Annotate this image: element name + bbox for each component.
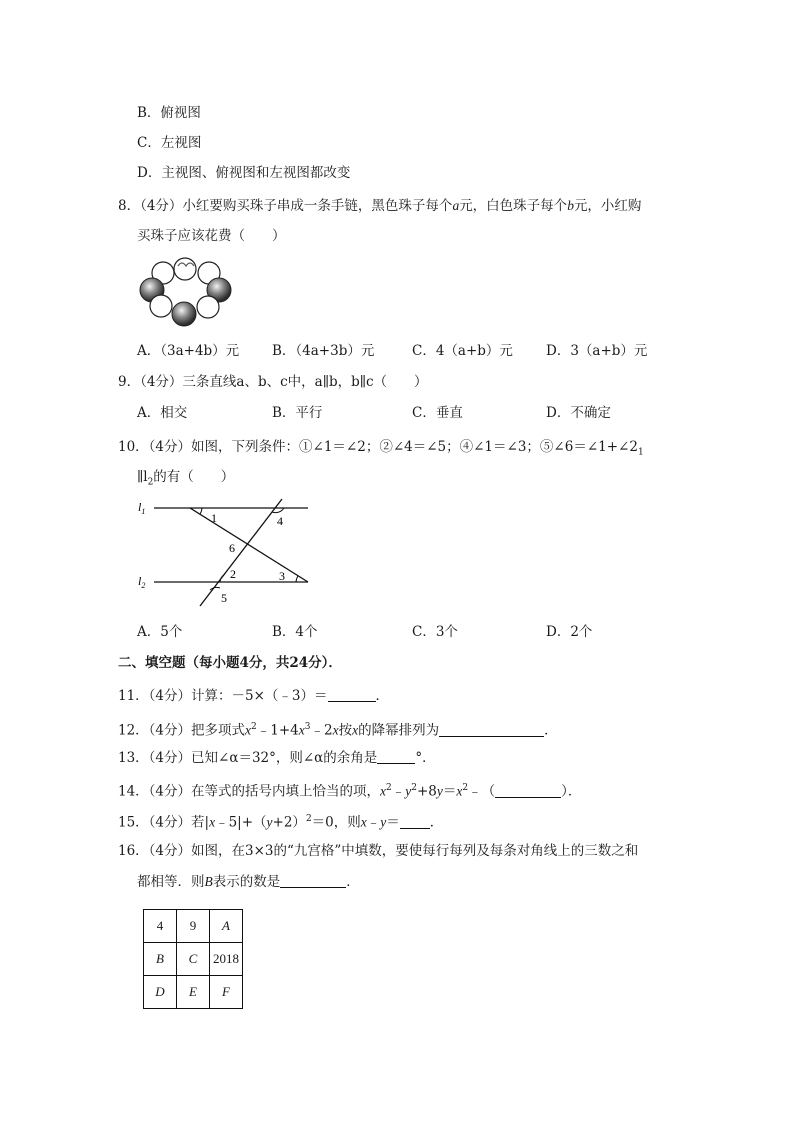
q8-option-c: C．4（a+b）元 [412,343,513,359]
grid-cell: 9 [177,910,210,943]
white-bead [197,296,219,318]
q10-stem-line2: $\parallel l_2$的有（ ） [137,469,235,488]
q8-stem-line1: 8．（4分）小红要购买珠子串成一条手链，黑色珠子每个a元，白色珠子每个b元，小红购 [118,198,642,214]
label-angle-1: 1 [211,511,217,525]
label-angle-4: 4 [277,514,283,528]
q8-stem-line2: 买珠子应该花费（ ） [137,228,286,244]
q15: 15．（4分）若$|x﹣5|+(y+2)^2=0$，则x﹣y＝ ． [118,814,444,831]
transversal-1 [190,508,308,582]
white-bead [150,295,172,317]
label-l1: $l_1$ [138,500,146,516]
q9-option-c: C．垂直 [412,405,463,421]
label-angle-2: 2 [230,567,236,581]
label-angle-3: 3 [279,569,285,583]
q8-option-b: B．（4a+3b）元 [272,343,375,359]
q10-option-a: A．5个 [137,624,183,640]
grid-cell: 4 [144,910,177,943]
q10-option-b: B．4个 [272,624,318,640]
q10-option-d: D．2个 [546,624,593,640]
answer-blank[interactable] [439,722,544,737]
q8-option-a: A．（3a+4b）元 [137,343,240,359]
q16-stem-line2: 都相等．则B表示的数是 ． [137,874,360,890]
answer-blank[interactable] [495,783,561,798]
q7-option-b: B．俯视图 [137,105,201,121]
grid-cell: D [144,976,177,1009]
q9-stem: 9．（4分）三条直线a、b、c中，a∥b，b∥c（ ） [118,374,428,390]
section-fill-in-heading: 二、填空题（每小题4分，共24分）． [118,655,342,671]
q9-option-d: D．不确定 [546,405,611,421]
q11: 11．（4分）计算：－5×（﹣3）＝ ． [118,688,390,704]
parallel-lines-figure [134,494,314,610]
q13: 13．（4分）已知∠α＝32°，则∠α的余角是 °． [118,750,436,766]
grid-cell: 2018 [210,943,243,976]
q9-option-a: A．相交 [137,405,188,421]
q12: 12．（4分）把多项式$x^2﹣1+4x^3﹣2x$按x的降幂排列为 ． [118,722,558,739]
q7-option-c: C．左视图 [137,135,202,151]
answer-blank[interactable] [328,687,376,702]
q9-option-b: B．平行 [272,405,323,421]
grid-cell: E [177,976,210,1009]
grid-cell: B [144,943,177,976]
black-bead [172,302,196,326]
grid-cell: F [210,976,243,1009]
angle-arc-1 [200,508,202,514]
bracelet-figure [138,256,238,328]
grid-cell: A [210,910,243,943]
grid-cell: C [177,943,210,976]
label-angle-6: 6 [229,541,235,555]
angle-arc-5 [210,587,220,590]
angle-arc-3 [296,576,298,582]
q14: 14．（4分）在等式的括号内填上恰当的项，$x^2﹣y^2+8y=x^2﹣$（ ）． [118,783,582,800]
answer-blank[interactable] [377,749,415,764]
label-angle-5: 5 [221,591,227,605]
q10-stem-line1: 10．（4分）如图，下列条件：①∠1＝∠2；②∠4＝∠5；④∠1＝∠3；$⑤\angle 6=\angle 1+\angle 2_1$ [118,439,644,458]
label-l2: $l_2$ [138,574,146,590]
q8-option-d: D．3（a+b）元 [546,343,648,359]
q10-option-c: C．3个 [412,624,458,640]
nine-grid-table [143,909,243,1009]
q16-stem-line1: 16．（4分）如图，在3×3的“九宫格”中填数，要使每行每列及每条对角线上的三数之和 [118,843,639,859]
q7-option-d: D．主视图、俯视图和左视图都改变 [137,165,351,181]
answer-blank[interactable] [280,873,346,888]
white-bead [174,258,196,280]
answer-blank[interactable] [400,814,430,829]
